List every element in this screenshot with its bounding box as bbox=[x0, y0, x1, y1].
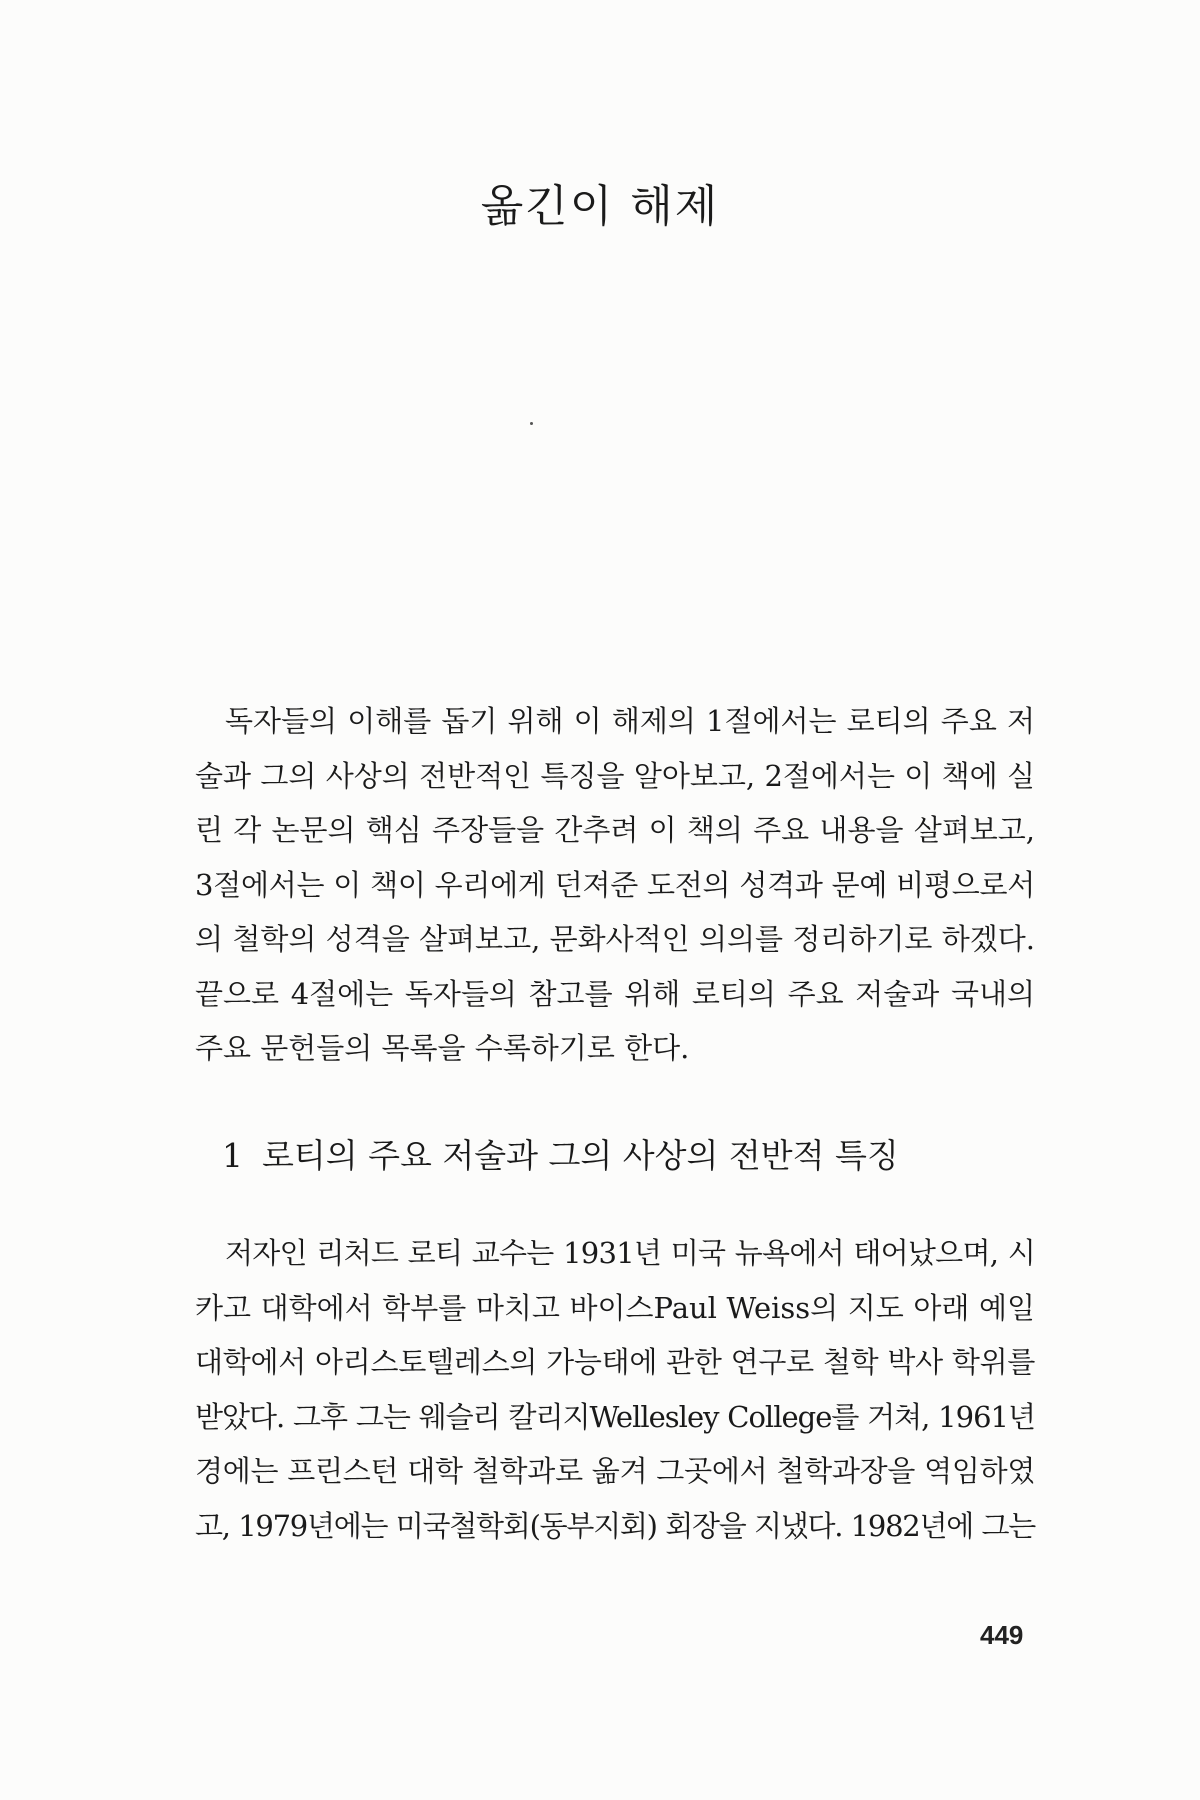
section-paragraph bbox=[195, 1226, 1035, 1553]
intro-line: 의 철학의 성격을 살펴보고, 문화사적인 의의를 정리하기로 하겠다. bbox=[195, 922, 1035, 956]
section-heading bbox=[222, 1130, 899, 1177]
intro-line: 끝으로 4절에는 독자들의 참고를 위해 로티의 주요 저술과 국내의 bbox=[195, 976, 1035, 1011]
page-number: 449 bbox=[980, 1620, 1024, 1650]
body-line: 경에는 프린스턴 대학 철학과로 옮겨 그곳에서 철학과장을 역임하였 bbox=[195, 1454, 1036, 1488]
section-title: 로티의 주요 저술과 그의 사상의 전반적 특징 bbox=[262, 1136, 899, 1175]
intro-line: 술과 그의 사상의 전반적인 특징을 알아보고, 2절에서는 이 책에 실 bbox=[195, 758, 1035, 793]
intro-line: 주요 문헌들의 목록을 수록하기로 한다. bbox=[195, 1031, 690, 1065]
section-number: 1 bbox=[222, 1136, 243, 1175]
intro-line: 독자들의 이해를 돕기 위해 이 해제의 1절에서는 로티의 주요 저 bbox=[225, 704, 1035, 738]
ink-speck bbox=[530, 422, 533, 425]
body-line: 고, 1979년에는 미국철학회(동부지회) 회장을 지냈다. 1982년에 그는 bbox=[195, 1508, 1035, 1543]
body-line: 카고 대학에서 학부를 마치고 바이스Paul Weiss의 지도 아래 예일 bbox=[195, 1290, 1035, 1325]
body-line: 받았다. 그후 그는 웨슬리 칼리지Wellesley College를 거쳐, 1961년 bbox=[195, 1399, 1035, 1434]
intro-line: 3절에서는 이 책이 우리에게 던져준 도전의 성격과 문예 비평으로서 bbox=[195, 867, 1035, 902]
body-line: 대학에서 아리스토텔레스의 가능태에 관한 연구로 철학 박사 학위를 bbox=[195, 1345, 1036, 1379]
body-line: 저자인 리처드 로티 교수는 1931년 미국 뉴욕에서 태어났으며, 시 bbox=[225, 1236, 1035, 1270]
intro-line: 린 각 논문의 핵심 주장들을 간추려 이 책의 주요 내용을 살펴보고, bbox=[195, 813, 1035, 847]
page-title: 옮긴이 해제 bbox=[480, 181, 720, 232]
intro-paragraph bbox=[195, 694, 1035, 1076]
